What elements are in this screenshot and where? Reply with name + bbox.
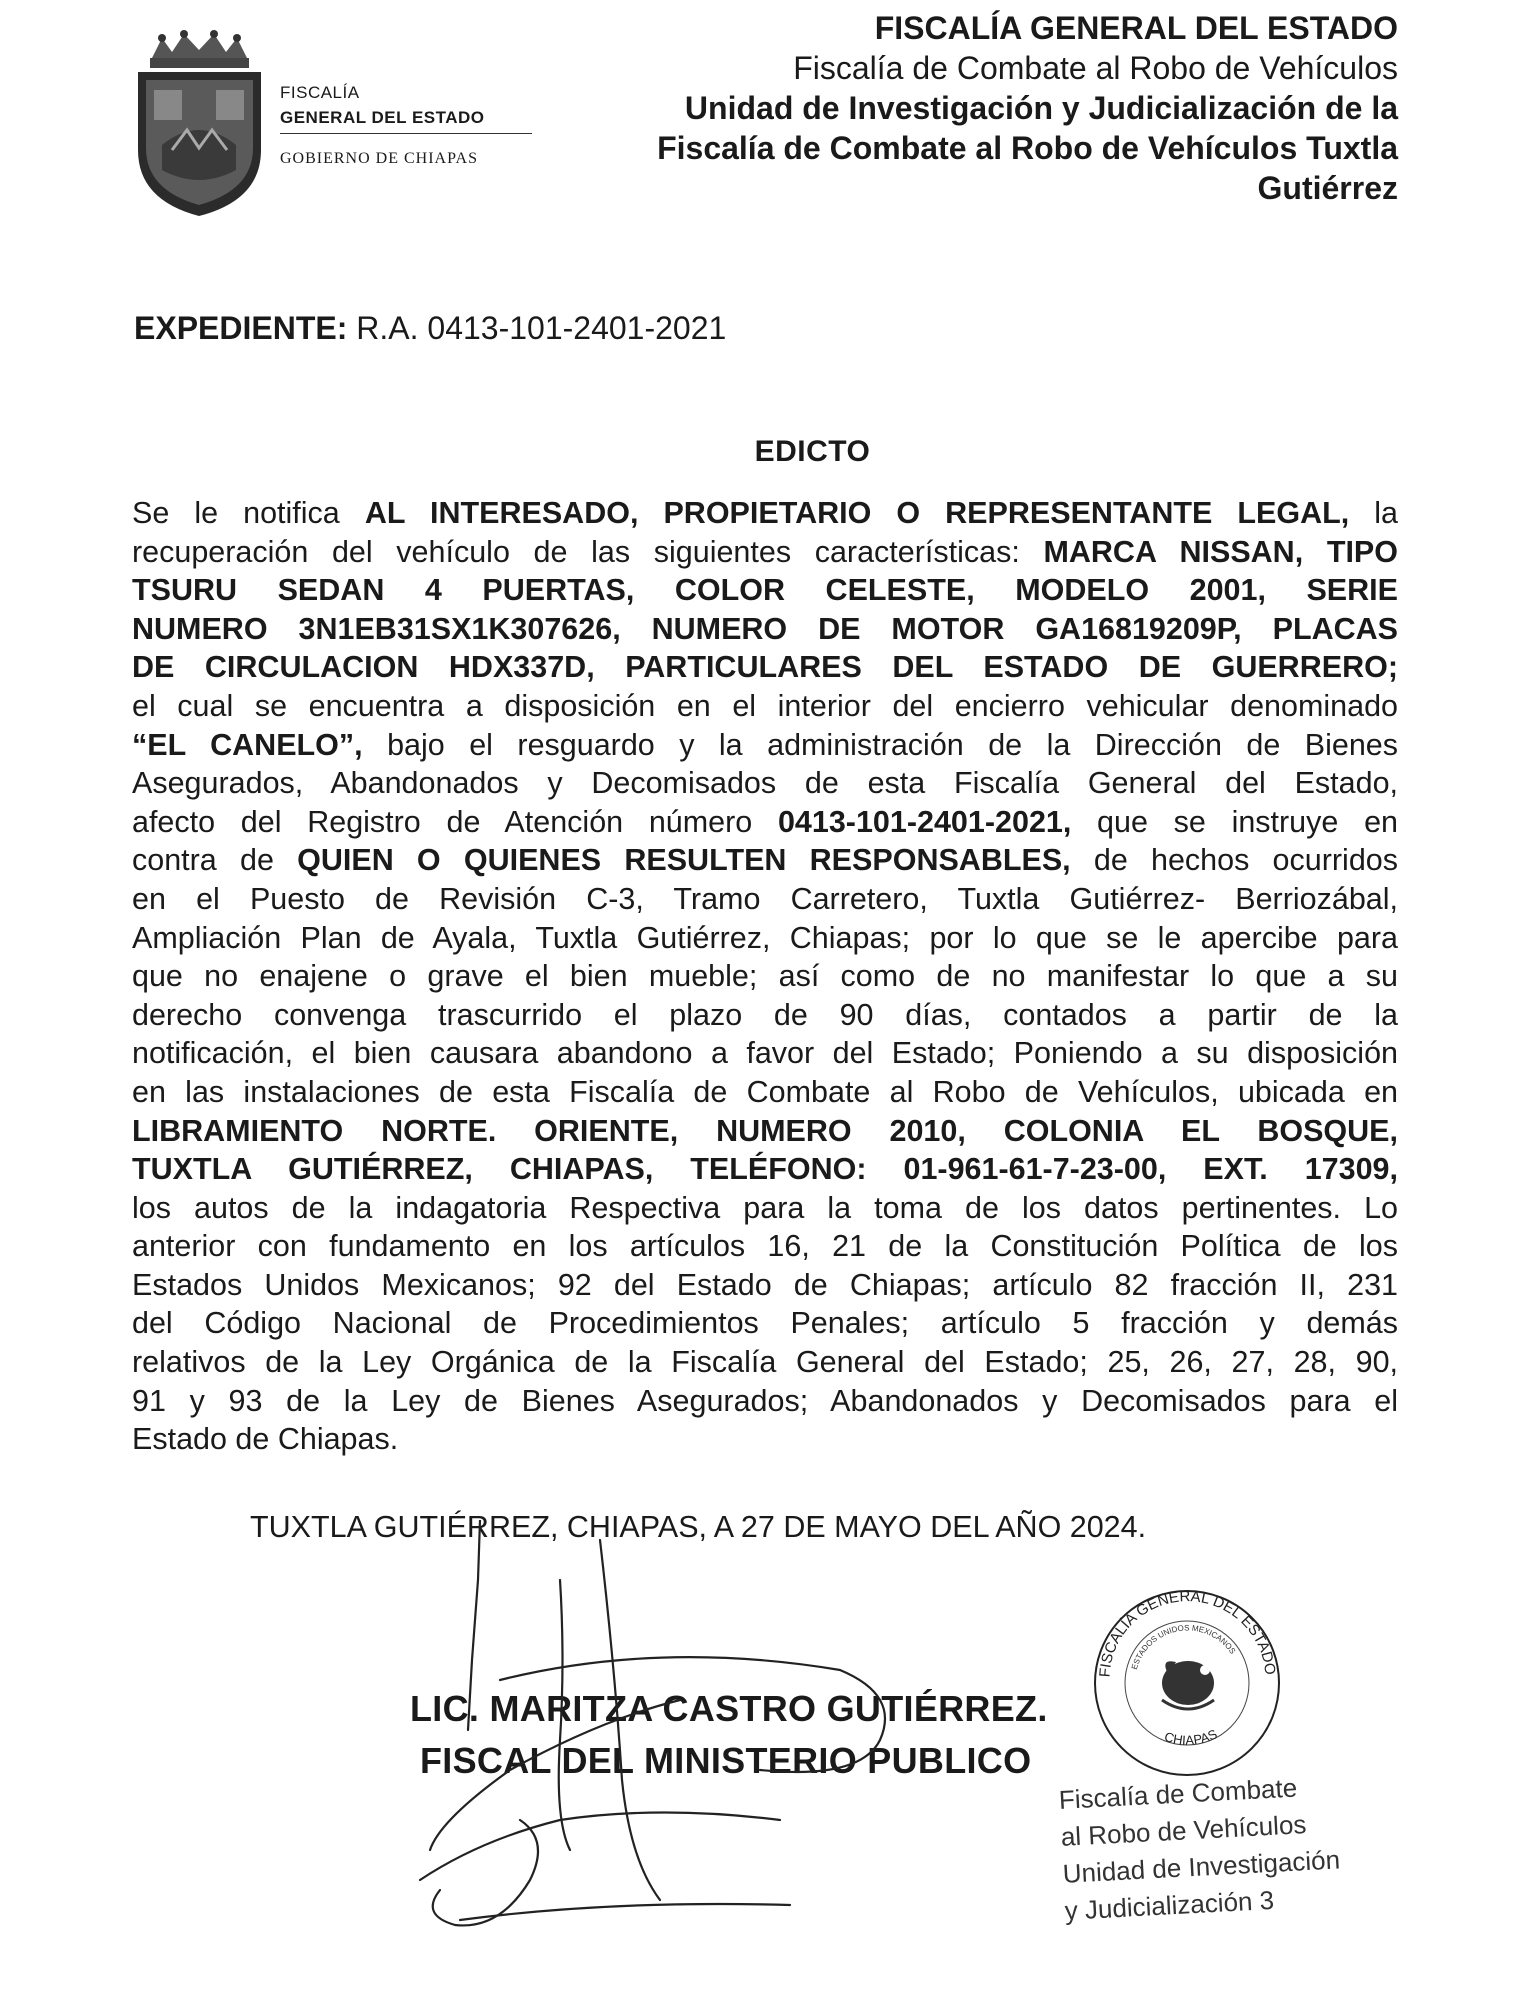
letterhead-divider	[280, 133, 532, 134]
signer-title: FISCAL DEL MINISTERIO PUBLICO	[420, 1740, 1032, 1781]
body-line: TSURU SEDAN 4 PUERTAS, COLOR CELESTE, MODELO 2001, SERIE	[132, 573, 1398, 608]
stamp-note-line4: y Judicialización 3	[1063, 1884, 1275, 1926]
document-title: EDICTO	[754, 435, 871, 468]
signer-name: LIC. MARITZA CASTRO GUTIÉRREZ.	[410, 1688, 1048, 1729]
body-line: en el Puesto de Revisión C-3, Tramo Carretero, Tuxtla Gutiérrez- Berriozábal,	[132, 881, 1398, 916]
body-line: Se le notifica AL INTERESADO, PROPIETARIO O REPRESENTANTE LEGAL, la	[132, 496, 1399, 530]
body-line: relativos de la Ley Orgánica de la Fiscalía General del Estado; 25, 26, 27, 28, 90,	[132, 1345, 1398, 1380]
letterhead-org-line2: GENERAL DEL ESTADO	[280, 108, 485, 127]
body-line: afecto del Registro de Atención número 0413-101-2401-2021, que se instruye en	[132, 804, 1398, 839]
stamp-handwritten-note	[1058, 1766, 1365, 1929]
body-line: que no enajene o grave el bien mueble; así como de no manifestar lo que a su	[132, 959, 1398, 994]
header-line2: Fiscalía de Combate al Robo de Vehículos	[793, 50, 1398, 86]
letterhead-org-line3: GOBIERNO DE CHIAPAS	[280, 150, 478, 167]
stamp-bottom-text: CHIAPAS	[1162, 1726, 1220, 1748]
expediente-value: R.A. 0413-101-2401-2021	[356, 310, 727, 346]
document-header	[518, 8, 1398, 208]
header-line5: Gutiérrez	[1257, 170, 1398, 206]
body-line: anterior con fundamento en los artículos 16, 21 de la Constitución Política de los	[132, 1229, 1398, 1264]
stamp-note-line3: Unidad de Investigación	[1062, 1844, 1341, 1889]
body-line: 91 y 93 de la Ley de Bienes Asegurados; Abandonados y Decomisados para el	[132, 1383, 1398, 1418]
body-line: del Código Nacional de Procedimientos Penales; artículo 5 fracción y demás	[132, 1306, 1398, 1341]
place-and-date: TUXTLA GUTIÉRREZ, CHIAPAS, A 27 DE MAYO DEL AÑO 2024.	[250, 1510, 1147, 1544]
expediente-label: EXPEDIENTE:	[134, 310, 348, 346]
body-line: Estados Unidos Mexicanos; 92 del Estado de Chiapas; artículo 82 fracción II, 231	[132, 1267, 1398, 1302]
body-line: notificación, el bien causara abandono a favor del Estado; Poniendo a su disposición	[132, 1036, 1398, 1071]
header-line1: FISCALÍA GENERAL DEL ESTADO	[874, 10, 1398, 46]
body-line: el cual se encuentra a disposición en el interior del encierro vehicular denominado	[132, 688, 1398, 723]
body-line: en las instalaciones de esta Fiscalía de Combate al Robo de Vehículos, ubicada en	[132, 1074, 1398, 1109]
body-line: Estado de Chiapas.	[132, 1422, 399, 1457]
mexican-eagle-seal-icon	[1080, 1578, 1295, 1778]
body-line: DE CIRCULACION HDX337D, PARTICULARES DEL ESTADO DE GUERRERO;	[132, 650, 1398, 685]
expediente	[134, 310, 726, 347]
stamp-ring-text: FISCALÍA GENERAL DEL ESTADO	[1096, 1588, 1279, 1678]
body-line: derecho convenga trascurrido el plazo de 90 días, contados a partir de la	[132, 997, 1398, 1032]
letterhead-org-line1: FISCALÍA	[280, 83, 360, 102]
body-line: recuperación del vehículo de las siguientes características: MARCA NISSAN, TIPO	[132, 534, 1398, 569]
header-line3: Unidad de Investigación y Judicialización de la	[684, 90, 1398, 126]
svg-text:CHIAPAS	[1163, 1726, 1220, 1748]
body-line: TUXTLA GUTIÉRREZ, CHIAPAS, TELÉFONO: 01-961-61-7-23-00, EXT. 17309,	[132, 1152, 1398, 1187]
body-line: LIBRAMIENTO NORTE. ORIENTE, NUMERO 2010, COLONIA EL BOSQUE,	[132, 1113, 1398, 1148]
handwritten-signature-icon	[360, 1520, 920, 1960]
body-line: Asegurados, Abandonados y Decomisados de esta Fiscalía General del Estado,	[132, 766, 1398, 801]
body-line: contra de QUIEN O QUIENES RESULTEN RESPONSABLES, de hechos ocurridos	[132, 843, 1398, 878]
stamp-inner-text: ESTADOS UNIDOS MEXICANOS	[1129, 1623, 1238, 1671]
header-line4: Fiscalía de Combate al Robo de Vehículos Tuxtla	[657, 130, 1398, 166]
edict-body	[132, 494, 1398, 1459]
body-line: Ampliación Plan de Ayala, Tuxtla Gutiérrez, Chiapas; por lo que se le apercibe para	[132, 920, 1398, 955]
chiapas-coat-of-arms-icon	[132, 30, 267, 220]
body-line: “EL CANELO”, bajo el resguardo y la administración de la Dirección de Bienes	[132, 727, 1398, 762]
body-line: los autos de la indagatoria Respectiva para la toma de los datos pertinentes. Lo	[132, 1190, 1398, 1225]
stamp-note-line2: al Robo de Vehículos	[1060, 1809, 1308, 1852]
stamp-note-line1: Fiscalía de Combate	[1058, 1772, 1298, 1815]
body-line: NUMERO 3N1EB31SX1K307626, NUMERO DE MOTOR GA16819209P, PLACAS	[132, 611, 1398, 646]
